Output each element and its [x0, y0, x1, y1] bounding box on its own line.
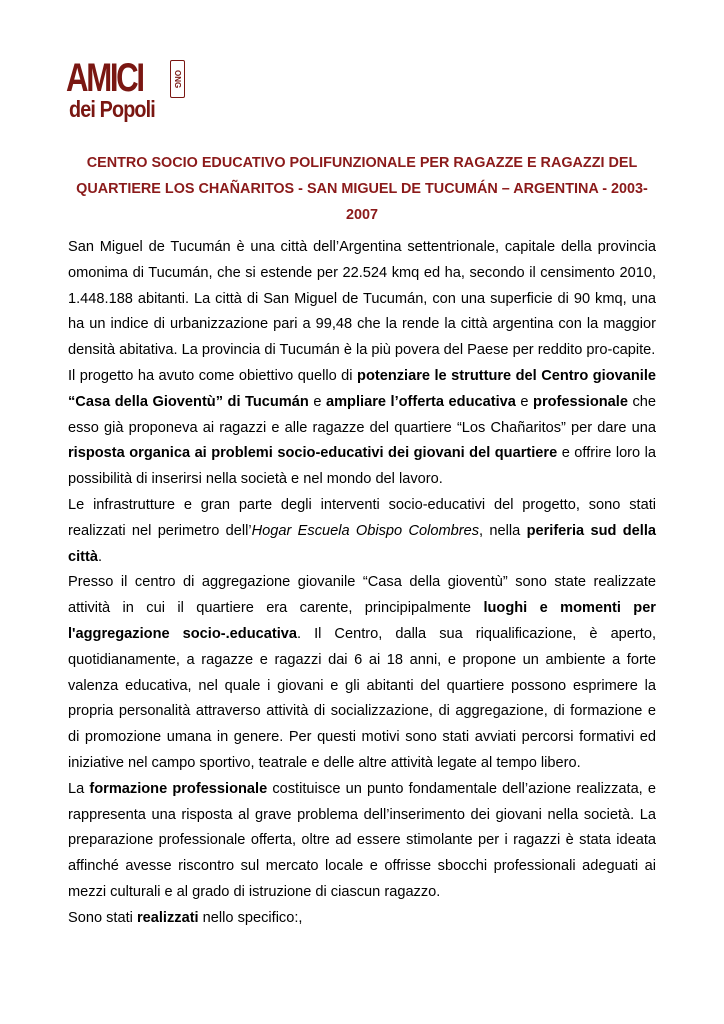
- logo-wordmark: AMICI: [66, 56, 143, 100]
- paragraph-objective: [68, 364, 656, 493]
- amici-dei-popoli-logo: [66, 58, 186, 128]
- bold-run: potenziare le strutture del Centro giovanile “Casa della Gioventù” di Tucumán: [68, 367, 656, 410]
- bold-run: ampliare l’offerta educativa: [325, 393, 516, 410]
- bold-run: realizzati: [136, 909, 199, 926]
- bold-run: luoghi e momenti per l'aggregazione socio-.educativa: [68, 600, 656, 642]
- text-run: , nella: [479, 522, 527, 539]
- text-run: e: [308, 393, 326, 410]
- bold-run: risposta organica ai problemi socio-educativi dei giovani del quartiere: [68, 445, 558, 462]
- bold-run: formazione professionale: [89, 780, 268, 797]
- bold-run: professionale: [533, 393, 628, 410]
- document-body: [68, 235, 656, 932]
- paragraph-realized: [68, 906, 656, 932]
- bold-run: periferia sud della città: [68, 522, 656, 565]
- text-run: e: [515, 393, 534, 410]
- text-run: La: [68, 780, 90, 797]
- paragraph-centre: [68, 570, 656, 776]
- text-run: .: [98, 548, 103, 565]
- text-run: Le infrastrutture e gran parte degli interventi socio-educativi del progetto, sono stati realizzati nel perimetro dell’: [68, 496, 656, 539]
- logo-subtitle: dei Popoli: [69, 96, 155, 122]
- paragraph-intro: San Miguel de Tucumán è una città dell’Argentina settentrionale, capitale della provincia omonima di Tucumán, che si estende per 22.524 kmq ed ha, secondo il censimento 2010, 1.448.188 abitanti. La città di San Miguel de Tucumán, con una superficie di 90 kmq, una ha un indice di urbanizzazione pari a 99,48 che la rende la città argentina con la maggior densità abitativa. La provincia di Tucumán è la più povera del Paese per reddito pro-capite.: [68, 239, 656, 359]
- text-run: . Il Centro, dalla sua riqualificazione, è aperto, quotidianamente, a ragazze e ragazzi dai 6 ai 18 anni, e propone un ambiente a forte valenza educativa, nel quale i giovani e gli abitanti del quartiere possono esprimere la propria personalità attraverso attività di socializzazione, di aggregazione, di formazione e di promozione umana in genere. Per questi motivi sono stati avviati percorsi formativi ed iniziative nel campo sportivo, teatrale e delle altre attività legate al tempo libero.: [68, 625, 656, 771]
- document-title: CENTRO SOCIO EDUCATIVO POLIFUNZIONALE PER RAGAZZE E RAGAZZI DEL QUARTIERE LOS CHAÑARITOS - SAN MIGUEL DE TUCUMÁN – ARGENTINA - 2003-2007: [76, 155, 648, 223]
- logo-ong-tag: ONG: [170, 60, 185, 98]
- text-run: Il progetto ha avuto come obiettivo quello di: [68, 367, 358, 384]
- text-run: nello specifico:,: [198, 909, 303, 926]
- text-run: costituisce un punto fondamentale dell’azione realizzata, e rappresenta una risposta al grave problema dell’inserimento dei giovani nella società. La preparazione professionale offerta, oltre ad essere stimolante per i ragazzi è stata ideata affinché avesse riscontro sul mercato locale e offrisse sbocchi professionali adeguati ai mezzi culturali e al grado di istruzione di ciascun ragazzo.: [68, 780, 656, 900]
- italic-run: Hogar Escuela Obispo Colombres: [251, 522, 480, 539]
- paragraph-training: [68, 777, 656, 906]
- text-run: che esso già proponeva ai ragazzi e alle ragazze del quartiere “Los Chañaritos” per dare una: [68, 393, 656, 436]
- text-run: e offrire loro la possibilità di inserirsi nella società e nel mondo del lavoro.: [68, 445, 657, 488]
- text-run: Sono stati: [68, 909, 137, 926]
- text-run: Presso il centro di aggregazione giovanile “Casa della gioventù” sono state realizzate attività in cui il quartiere era carente, principipalmente: [68, 574, 656, 617]
- paragraph-infrastructure: [68, 493, 656, 570]
